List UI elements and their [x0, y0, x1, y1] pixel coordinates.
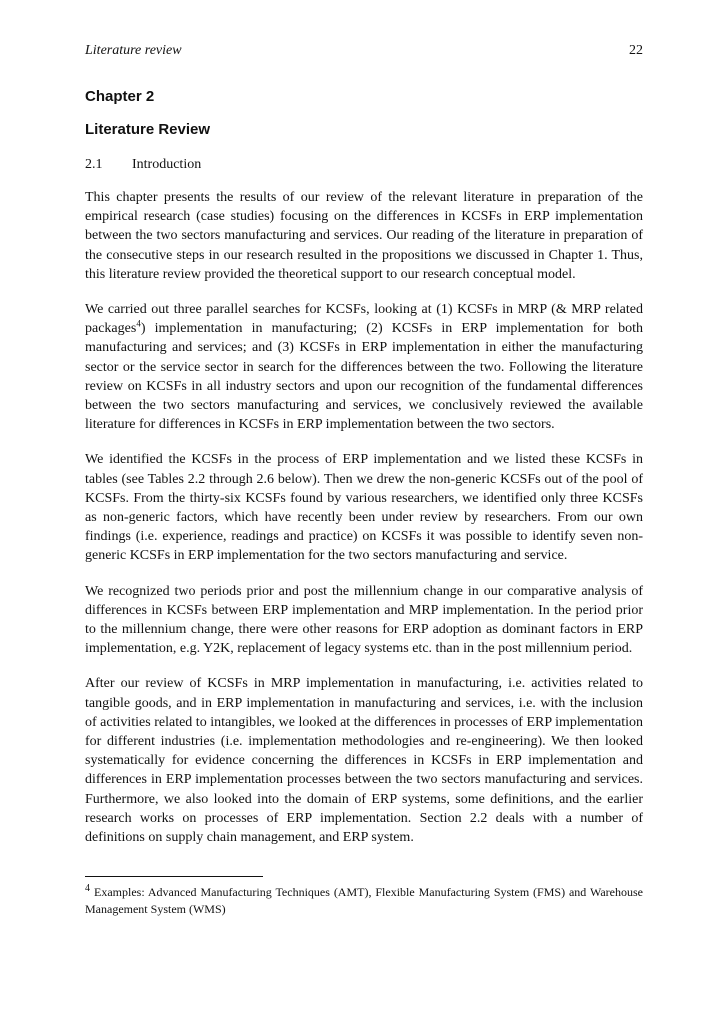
page-number: 22 — [629, 43, 643, 58]
paragraph-text-before-footnote: We carried out three parallel searches for KCSFs, looking at (1) KCSFs in MRP (& MRP related packages — [85, 302, 643, 337]
paragraph: This chapter presents the results of our review of the relevant literature in preparation of the empirical research (case studies) focusing on the differences in KCSFs in ERP implementation between the two sectors manufacturing and services. Our reading of the literature in preparation of the consecutive steps in our research resulted in the propositions we discussed in Chapter 1. Thus, this literature review provided the theoretical support to our research conceptual model. — [85, 190, 643, 282]
chapter-title: Literature Review — [85, 121, 211, 138]
footnote — [85, 884, 643, 918]
paragraph: After our review of KCSFs in MRP implementation in manufacturing, i.e. activities related to tangible goods, and in ERP implementation in manufacturing and services, i.e. with the inclusion of activities related to intangibles, we looked at the differences in processes of ERP implementation for different industries (i.e. implementation methodologies and re-engineering). We then looked systematically for evidence concerning the differences in KCSFs in ERP implementation and differences in ERP implementation processes between the two sectors manufacturing and services. Furthermore, we also looked into the domain of ERP systems, some definitions, and the earlier research works on processes of ERP implementation. Section 2.2 deals with a number of definitions on supply chain management, and ERP system. — [85, 676, 643, 846]
paragraph: We identified the KCSFs in the process of ERP implementation and we listed these KCSFs in tables (see Tables 2.2 through 2.6 below). Then we drew the non-generic KCSFs out of the pool of KCSFs. From the thirty-six KCSFs found by various researchers, we identified only three KCSFs as non-generic factors, which have recently been under review by researchers. From our own findings (i.e. experience, readings and practice) on KCSFs it was possible to identify seven non-generic KCSFs in ERP implementation for the two sectors manufacturing and service. — [85, 452, 643, 564]
body-text — [85, 188, 643, 863]
section-number: 2.1 — [85, 157, 103, 172]
footnote-separator — [85, 876, 263, 877]
chapter-label: Chapter 2 — [85, 88, 155, 105]
paragraph-text-after-footnote: ) implementation in manufacturing; (2) KCSFs in ERP implementation for both manufacturing and services; and (3) KCSFs in ERP implementation in either the manufacturing sector or the service sector in search for the differences between the two. Following the literature review on KCSFs in all industry sectors and upon our recognition of the fundamental differences between the two sectors manufacturing and services, we conclusively reviewed the available literature for differences in KCSFs in ERP implementation between the two sectors. — [85, 321, 643, 433]
running-header — [85, 42, 643, 60]
footnote-text: Examples: Advanced Manufacturing Techniques (AMT), Flexible Manufacturing System (FMS) and Warehouse Management System (WMS) — [85, 885, 643, 916]
running-title: Literature review — [85, 43, 182, 58]
paragraph: We recognized two periods prior and post the millennium change in our comparative analysis of differences in KCSFs between ERP implementation and MRP implementation. In the period prior to the millennium change, there were other reasons for ERP adoption as dominant factors in ERP implementation, e.g. Y2K, replacement of legacy systems etc. than in the post millennium period. — [85, 583, 643, 657]
section-title: Introduction — [132, 157, 202, 172]
footnote-number: 4 — [85, 883, 90, 894]
paragraph — [85, 300, 643, 434]
section-heading — [85, 156, 201, 174]
footnote-reference[interactable]: 4 — [136, 318, 141, 329]
